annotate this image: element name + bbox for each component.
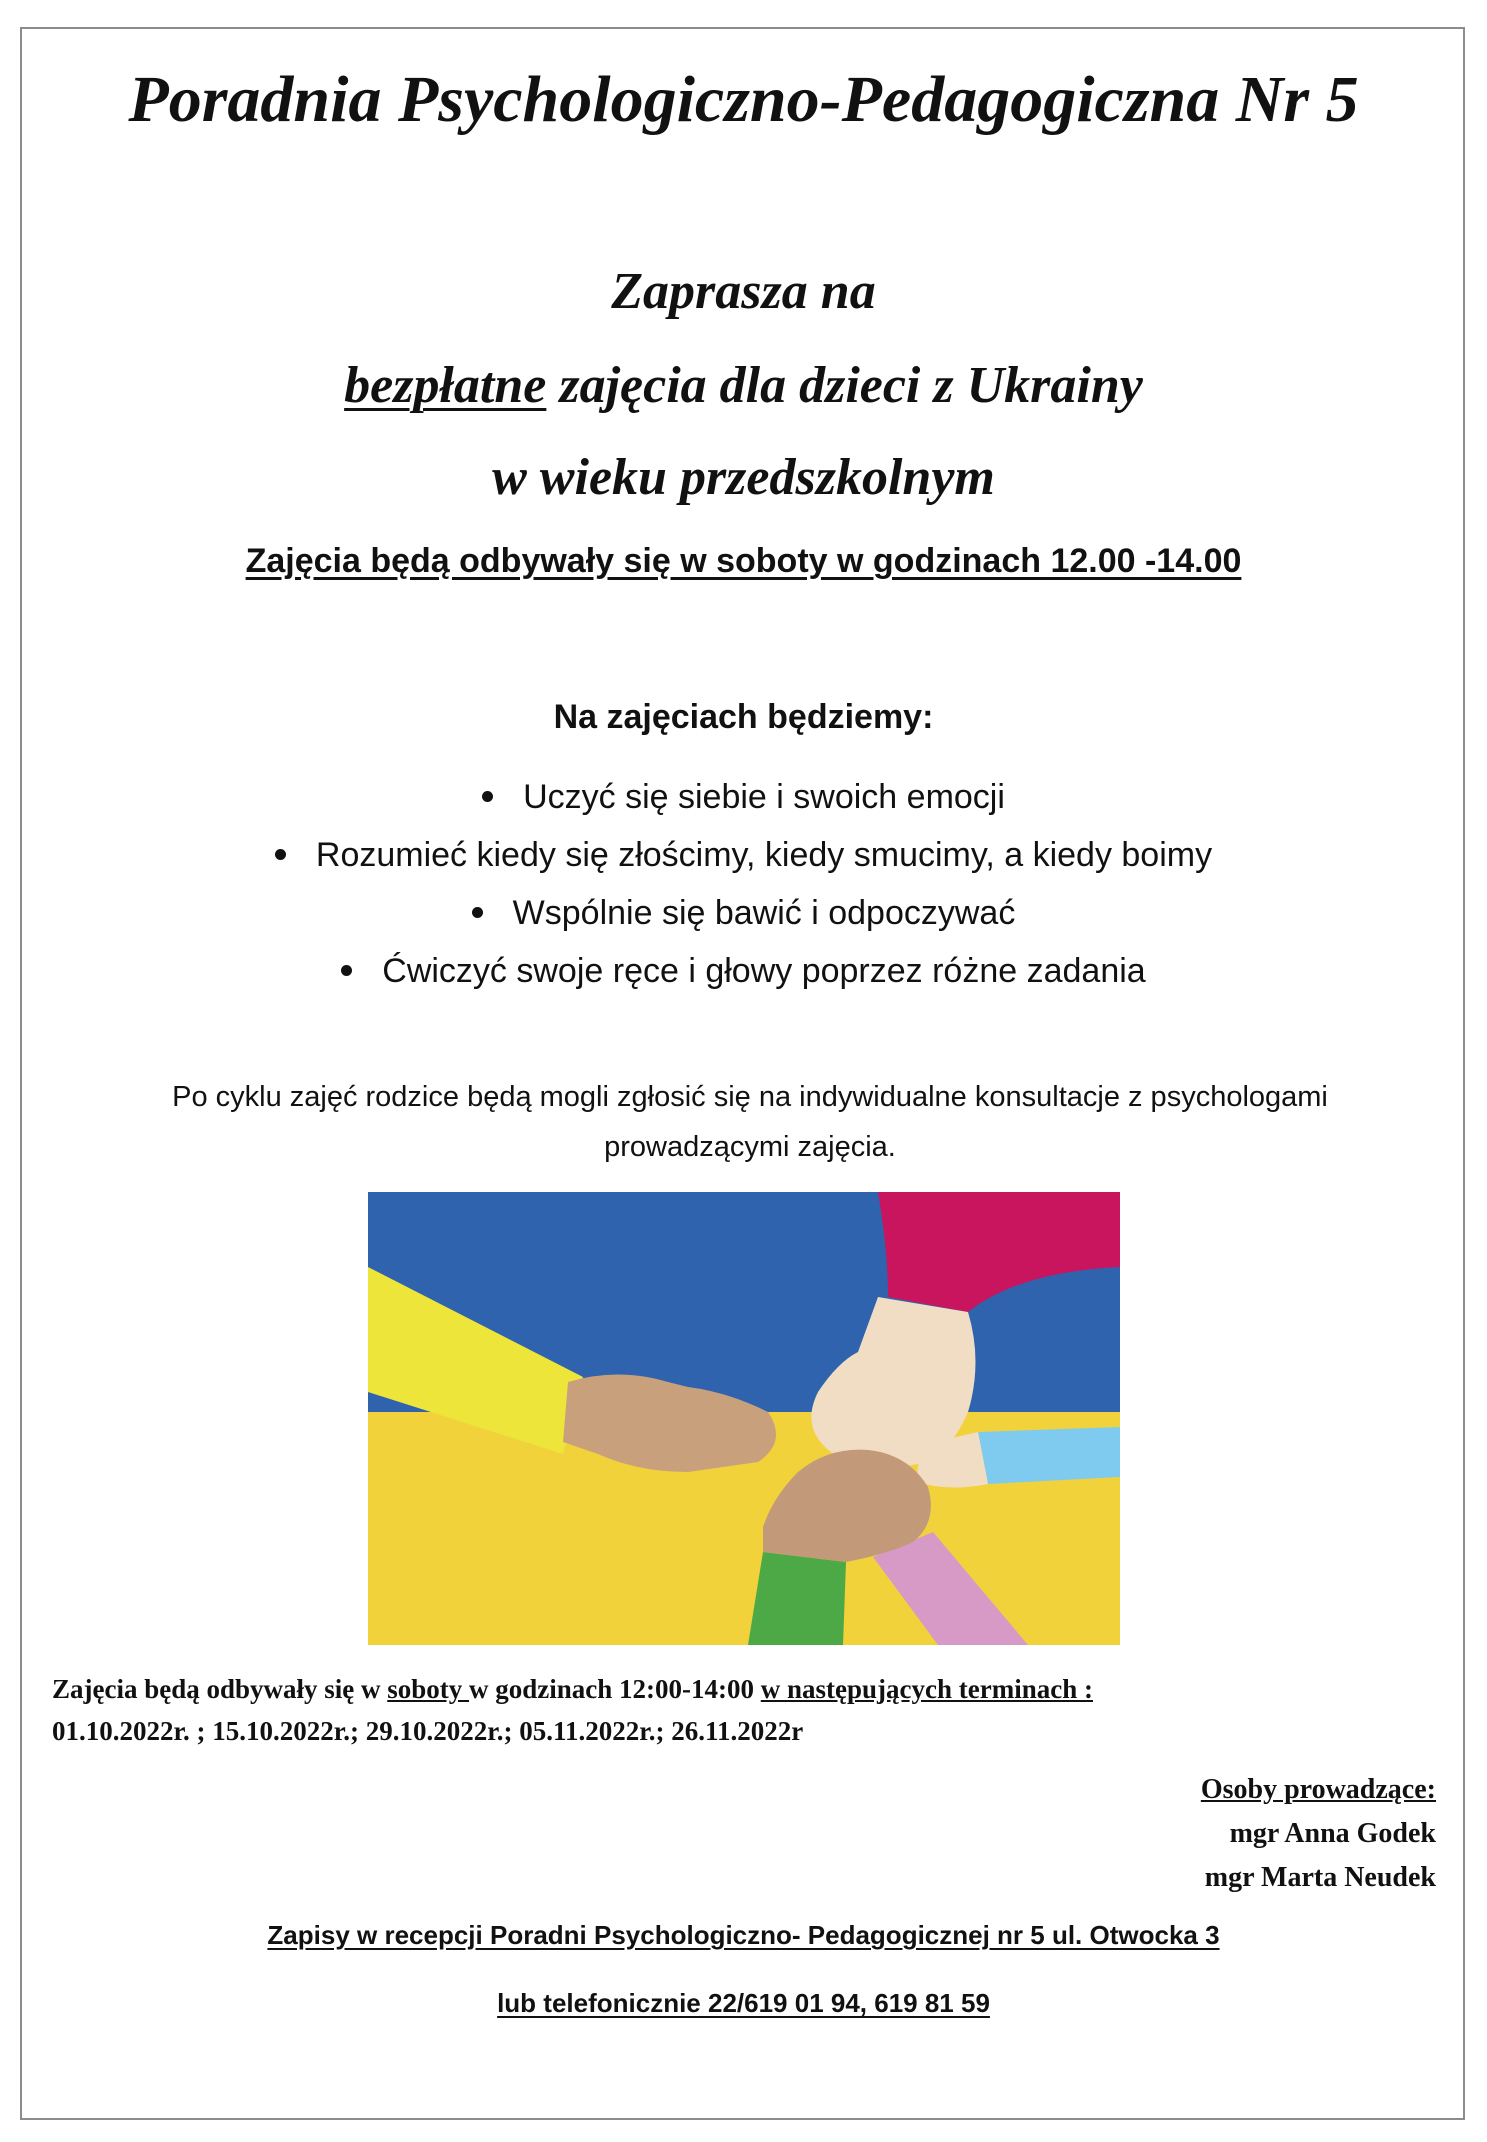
bullet-icon: [341, 965, 352, 976]
hands-on-flag-illustration: [368, 1192, 1120, 1645]
bullet-icon: [275, 849, 286, 860]
list-item: Wspólnie się bawić i odpoczywać: [0, 884, 1487, 942]
list-item: Uczyć się siebie i swoich emocji: [0, 768, 1487, 826]
invitation-line-1: Zaprasza na: [611, 263, 876, 320]
bullet-icon: [472, 907, 483, 918]
leader-name: mgr Marta Neudek: [1204, 1862, 1436, 1893]
schedule-line: Zajęcia będą odbywały się w soboty w godzinach 12.00 -14.00: [245, 542, 1242, 580]
page-title: Poradnia Psychologiczno-Pedagogiczna Nr 5: [128, 63, 1359, 136]
green-sleeve: [748, 1552, 846, 1645]
bullet-icon: [482, 791, 493, 802]
invitation-line-2-rest: zajęcia dla dzieci z Ukrainy: [546, 357, 1143, 414]
saturday-label: soboty: [387, 1674, 470, 1704]
leaders-heading: Osoby prowadzące:: [1200, 1774, 1436, 1805]
invitation-line-3: w wieku przedszkolnym: [492, 449, 995, 506]
leaders-section: [1201, 1768, 1436, 1900]
cyan-sleeve: [978, 1427, 1120, 1484]
activities-heading: Na zajęciach będziemy:: [553, 698, 934, 736]
consultation-note: Po cyklu zajęć rodzice będą mogli zgłosić się na indywidualne konsultacje z psychologami prowadzącymi zajęcia.: [172, 1081, 1328, 1163]
list-item: Ćwiczyć swoje ręce i głowy poprzez różne zadania: [0, 942, 1487, 1000]
terms-label: w następujących terminach :: [760, 1674, 1093, 1704]
list-item: Rozumieć kiedy się złościmy, kiedy smucimy, a kiedy boimy: [0, 826, 1487, 884]
dates-section: [52, 1668, 1452, 1752]
invitation-line-2: [0, 356, 1487, 415]
dates-line-1: Zajęcia będą odbywały się w soboty w godzinach 12:00-14:00 w następujących terminach :: [52, 1674, 1093, 1704]
registration-address: Zapisy w recepcji Poradni Psychologiczno- Pedagogicznej nr 5 ul. Otwocka 3: [267, 1920, 1220, 1950]
activities-list: [0, 768, 1487, 1000]
leader-name: mgr Anna Godek: [1229, 1818, 1436, 1849]
dates-list: 01.10.2022r. ; 15.10.2022r.; 29.10.2022r.; 05.11.2022r.; 26.11.2022r: [52, 1716, 804, 1746]
registration-phone: lub telefonicznie 22/619 01 94, 619 81 59: [497, 1988, 990, 2018]
free-emphasis: bezpłatne: [344, 357, 547, 414]
